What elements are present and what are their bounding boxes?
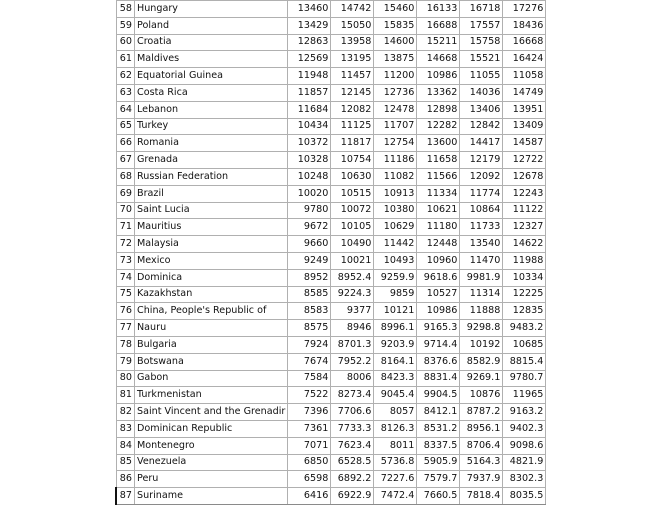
value-cell-5[interactable]: 13406	[460, 101, 503, 118]
table-row	[116, 51, 546, 68]
value-cell-3[interactable]: 11186	[374, 152, 417, 169]
value-cell-5[interactable]: 11055	[460, 68, 503, 85]
rank-cell[interactable]: 59	[116, 17, 135, 34]
value-cell-1[interactable]: 8585	[288, 286, 331, 303]
rank-cell[interactable]: 73	[116, 252, 135, 269]
value-cell-5[interactable]: 12842	[460, 118, 503, 135]
value-cell-5[interactable]: 10192	[460, 336, 503, 353]
country-cell[interactable]: Venezuela	[135, 454, 288, 471]
value-cell-1[interactable]: 7674	[288, 353, 331, 370]
value-cell-2[interactable]: 13195	[331, 51, 374, 68]
table-row	[116, 135, 546, 152]
value-cell-2[interactable]: 15050	[331, 17, 374, 34]
value-cell-1[interactable]: 8952	[288, 269, 331, 286]
value-cell-4[interactable]: 11180	[417, 219, 460, 236]
table-row	[116, 471, 546, 488]
country-cell[interactable]: Botswana	[135, 353, 288, 370]
value-cell-5[interactable]: 8706.4	[460, 437, 503, 454]
value-cell-4[interactable]: 12448	[417, 236, 460, 253]
table-row	[116, 320, 546, 337]
value-cell-1[interactable]: 10248	[288, 168, 331, 185]
value-cell-4[interactable]: 16133	[417, 1, 460, 18]
value-cell-3[interactable]: 8126.3	[374, 420, 417, 437]
value-cell-3[interactable]: 10121	[374, 303, 417, 320]
value-cell-1[interactable]: 7361	[288, 420, 331, 437]
table-row	[116, 353, 546, 370]
country-cell[interactable]: Peru	[135, 471, 288, 488]
country-cell[interactable]: Equatorial Guinea	[135, 68, 288, 85]
value-cell-6[interactable]: 13951	[503, 101, 546, 118]
value-cell-2[interactable]: 12145	[331, 84, 374, 101]
value-cell-6[interactable]: 14622	[503, 236, 546, 253]
value-cell-1[interactable]: 8575	[288, 320, 331, 337]
value-cell-1[interactable]: 11948	[288, 68, 331, 85]
rank-cell[interactable]: 58	[116, 1, 135, 18]
value-cell-3[interactable]: 8011	[374, 437, 417, 454]
value-cell-5[interactable]: 12179	[460, 152, 503, 169]
value-cell-4[interactable]: 10986	[417, 68, 460, 85]
value-cell-6[interactable]: 14749	[503, 84, 546, 101]
value-cell-1[interactable]: 10020	[288, 185, 331, 202]
table-row	[116, 168, 546, 185]
value-cell-2[interactable]: 8006	[331, 370, 374, 387]
country-cell[interactable]: Malaysia	[135, 236, 288, 253]
table-row	[116, 336, 546, 353]
value-cell-1[interactable]: 13460	[288, 1, 331, 18]
value-cell-3[interactable]: 12478	[374, 101, 417, 118]
value-cell-4[interactable]: 11658	[417, 152, 460, 169]
value-cell-2[interactable]: 11125	[331, 118, 374, 135]
table-row	[116, 84, 546, 101]
rank-cell[interactable]: 86	[116, 471, 135, 488]
value-cell-4[interactable]: 10527	[417, 286, 460, 303]
value-cell-6[interactable]: 14587	[503, 135, 546, 152]
value-cell-1[interactable]: 6416	[288, 488, 331, 505]
value-cell-2[interactable]: 8952.4	[331, 269, 374, 286]
value-cell-3[interactable]: 9045.4	[374, 387, 417, 404]
country-cell[interactable]: Dominica	[135, 269, 288, 286]
value-cell-4[interactable]: 16688	[417, 17, 460, 34]
value-cell-1[interactable]: 7924	[288, 336, 331, 353]
country-cell[interactable]: Maldives	[135, 51, 288, 68]
value-cell-6[interactable]: 8035.5	[503, 488, 546, 505]
value-cell-4[interactable]: 7579.7	[417, 471, 460, 488]
rank-cell[interactable]: 75	[116, 286, 135, 303]
value-cell-1[interactable]: 11684	[288, 101, 331, 118]
value-cell-5[interactable]: 16718	[460, 1, 503, 18]
value-cell-1[interactable]: 7071	[288, 437, 331, 454]
value-cell-4[interactable]: 9714.4	[417, 336, 460, 353]
value-cell-2[interactable]: 7706.6	[331, 404, 374, 421]
value-cell-2[interactable]: 10021	[331, 252, 374, 269]
value-cell-5[interactable]: 9298.8	[460, 320, 503, 337]
value-cell-6[interactable]: 11988	[503, 252, 546, 269]
value-cell-3[interactable]: 15460	[374, 1, 417, 18]
country-cell[interactable]: Montenegro	[135, 437, 288, 454]
value-cell-5[interactable]: 17557	[460, 17, 503, 34]
value-cell-5[interactable]: 10876	[460, 387, 503, 404]
value-cell-2[interactable]: 10515	[331, 185, 374, 202]
value-cell-5[interactable]: 11314	[460, 286, 503, 303]
rank-cell[interactable]: 85	[116, 454, 135, 471]
value-cell-5[interactable]: 10864	[460, 202, 503, 219]
table-row	[116, 454, 546, 471]
country-cell[interactable]: Poland	[135, 17, 288, 34]
rank-cell[interactable]: 77	[116, 320, 135, 337]
country-cell[interactable]: Saint Vincent and the Grenadir	[135, 404, 288, 421]
value-cell-4[interactable]: 11566	[417, 168, 460, 185]
value-cell-6[interactable]: 4821.9	[503, 454, 546, 471]
value-cell-1[interactable]: 12863	[288, 34, 331, 51]
value-cell-6[interactable]: 10685	[503, 336, 546, 353]
value-cell-6[interactable]: 13409	[503, 118, 546, 135]
value-cell-1[interactable]: 10372	[288, 135, 331, 152]
country-cell[interactable]: Turkey	[135, 118, 288, 135]
rank-cell[interactable]: 87	[116, 488, 135, 505]
value-cell-6[interactable]: 8815.4	[503, 353, 546, 370]
rank-cell[interactable]: 81	[116, 387, 135, 404]
rank-cell[interactable]: 63	[116, 84, 135, 101]
country-cell[interactable]: Mexico	[135, 252, 288, 269]
value-cell-2[interactable]: 9377	[331, 303, 374, 320]
value-cell-5[interactable]: 11470	[460, 252, 503, 269]
value-cell-6[interactable]: 16668	[503, 34, 546, 51]
value-cell-2[interactable]: 6892.2	[331, 471, 374, 488]
rank-cell[interactable]: 70	[116, 202, 135, 219]
value-cell-1[interactable]: 8583	[288, 303, 331, 320]
spreadsheet-body	[116, 1, 546, 505]
value-cell-2[interactable]: 11457	[331, 68, 374, 85]
table-row	[116, 269, 546, 286]
value-cell-1[interactable]: 11857	[288, 84, 331, 101]
value-cell-5[interactable]: 7937.9	[460, 471, 503, 488]
rank-cell[interactable]: 80	[116, 370, 135, 387]
table-row	[116, 387, 546, 404]
country-cell[interactable]: Brazil	[135, 185, 288, 202]
value-cell-1[interactable]: 7522	[288, 387, 331, 404]
value-cell-2[interactable]: 10490	[331, 236, 374, 253]
rank-cell[interactable]: 79	[116, 353, 135, 370]
value-cell-1[interactable]: 9660	[288, 236, 331, 253]
value-cell-2[interactable]: 11817	[331, 135, 374, 152]
value-cell-4[interactable]: 9618.6	[417, 269, 460, 286]
table-row	[116, 488, 546, 505]
value-cell-2[interactable]: 14742	[331, 1, 374, 18]
value-cell-1[interactable]: 9672	[288, 219, 331, 236]
country-cell[interactable]: Grenada	[135, 152, 288, 169]
table-row	[116, 286, 546, 303]
value-cell-3[interactable]: 7227.6	[374, 471, 417, 488]
value-cell-6[interactable]: 9402.3	[503, 420, 546, 437]
value-cell-1[interactable]: 9249	[288, 252, 331, 269]
table-row	[116, 370, 546, 387]
value-cell-5[interactable]: 15758	[460, 34, 503, 51]
value-cell-6[interactable]: 12243	[503, 185, 546, 202]
value-cell-4[interactable]: 11334	[417, 185, 460, 202]
value-cell-2[interactable]: 13958	[331, 34, 374, 51]
table-row	[116, 303, 546, 320]
value-cell-3[interactable]: 14600	[374, 34, 417, 51]
value-cell-4[interactable]: 5905.9	[417, 454, 460, 471]
country-cell[interactable]: Croatia	[135, 34, 288, 51]
value-cell-6[interactable]: 12225	[503, 286, 546, 303]
value-cell-1[interactable]: 7584	[288, 370, 331, 387]
value-cell-6[interactable]: 9098.6	[503, 437, 546, 454]
table-row	[116, 236, 546, 253]
rank-cell[interactable]: 67	[116, 152, 135, 169]
value-cell-2[interactable]: 6922.9	[331, 488, 374, 505]
value-cell-6[interactable]: 12722	[503, 152, 546, 169]
country-cell[interactable]: Dominican Republic	[135, 420, 288, 437]
rank-cell[interactable]: 61	[116, 51, 135, 68]
country-cell[interactable]: China, People's Republic of	[135, 303, 288, 320]
value-cell-6[interactable]: 12835	[503, 303, 546, 320]
value-cell-4[interactable]: 10960	[417, 252, 460, 269]
value-cell-2[interactable]: 12082	[331, 101, 374, 118]
rank-cell[interactable]: 71	[116, 219, 135, 236]
rank-cell[interactable]: 68	[116, 168, 135, 185]
value-cell-4[interactable]: 8376.6	[417, 353, 460, 370]
value-cell-5[interactable]: 9981.9	[460, 269, 503, 286]
value-cell-2[interactable]: 8273.4	[331, 387, 374, 404]
spreadsheet-table	[115, 0, 546, 505]
table-row	[116, 118, 546, 135]
rank-cell[interactable]: 69	[116, 185, 135, 202]
value-cell-6[interactable]: 8302.3	[503, 471, 546, 488]
value-cell-3[interactable]: 10380	[374, 202, 417, 219]
value-cell-5[interactable]: 12092	[460, 168, 503, 185]
rank-cell[interactable]: 60	[116, 34, 135, 51]
value-cell-2[interactable]: 10630	[331, 168, 374, 185]
value-cell-6[interactable]: 11122	[503, 202, 546, 219]
value-cell-2[interactable]: 8701.3	[331, 336, 374, 353]
country-cell[interactable]: Saint Lucia	[135, 202, 288, 219]
value-cell-3[interactable]: 5736.8	[374, 454, 417, 471]
value-cell-5[interactable]: 15521	[460, 51, 503, 68]
value-cell-4[interactable]: 12282	[417, 118, 460, 135]
table-row	[116, 252, 546, 269]
table-row	[116, 152, 546, 169]
value-cell-3[interactable]: 10629	[374, 219, 417, 236]
value-cell-5[interactable]: 14036	[460, 84, 503, 101]
value-cell-6[interactable]: 9483.2	[503, 320, 546, 337]
value-cell-5[interactable]: 14417	[460, 135, 503, 152]
value-cell-5[interactable]: 11774	[460, 185, 503, 202]
value-cell-4[interactable]: 10621	[417, 202, 460, 219]
value-cell-4[interactable]: 15211	[417, 34, 460, 51]
country-cell[interactable]: Romania	[135, 135, 288, 152]
value-cell-2[interactable]: 7733.3	[331, 420, 374, 437]
rank-cell[interactable]: 74	[116, 269, 135, 286]
value-cell-1[interactable]: 10434	[288, 118, 331, 135]
value-cell-6[interactable]: 9163.2	[503, 404, 546, 421]
rank-cell[interactable]: 83	[116, 420, 135, 437]
country-cell[interactable]: Bulgaria	[135, 336, 288, 353]
value-cell-3[interactable]: 10493	[374, 252, 417, 269]
value-cell-5[interactable]: 9269.1	[460, 370, 503, 387]
value-cell-6[interactable]: 9780.7	[503, 370, 546, 387]
rank-cell[interactable]: 65	[116, 118, 135, 135]
value-cell-4[interactable]: 14668	[417, 51, 460, 68]
value-cell-6[interactable]: 11058	[503, 68, 546, 85]
country-cell[interactable]: Mauritius	[135, 219, 288, 236]
value-cell-3[interactable]: 11082	[374, 168, 417, 185]
value-cell-4[interactable]: 13600	[417, 135, 460, 152]
value-cell-5[interactable]: 7818.4	[460, 488, 503, 505]
value-cell-1[interactable]: 6598	[288, 471, 331, 488]
value-cell-1[interactable]: 13429	[288, 17, 331, 34]
table-row	[116, 219, 546, 236]
rank-cell[interactable]: 66	[116, 135, 135, 152]
country-cell[interactable]: Turkmenistan	[135, 387, 288, 404]
value-cell-5[interactable]: 5164.3	[460, 454, 503, 471]
value-cell-4[interactable]: 8412.1	[417, 404, 460, 421]
country-cell[interactable]: Costa Rica	[135, 84, 288, 101]
value-cell-3[interactable]: 8164.1	[374, 353, 417, 370]
rank-cell[interactable]: 78	[116, 336, 135, 353]
value-cell-6[interactable]: 12678	[503, 168, 546, 185]
country-cell[interactable]: Kazakhstan	[135, 286, 288, 303]
table-row	[116, 1, 546, 18]
rank-cell[interactable]: 84	[116, 437, 135, 454]
value-cell-6[interactable]: 11965	[503, 387, 546, 404]
rank-cell[interactable]: 62	[116, 68, 135, 85]
value-cell-2[interactable]: 8946	[331, 320, 374, 337]
table-row	[116, 34, 546, 51]
value-cell-4[interactable]: 8337.5	[417, 437, 460, 454]
value-cell-5[interactable]: 13540	[460, 236, 503, 253]
country-cell[interactable]: Hungary	[135, 1, 288, 18]
value-cell-4[interactable]: 8531.2	[417, 420, 460, 437]
rank-cell[interactable]: 76	[116, 303, 135, 320]
value-cell-5[interactable]: 8582.9	[460, 353, 503, 370]
table-row	[116, 202, 546, 219]
table-row	[116, 101, 546, 118]
value-cell-3[interactable]: 8423.3	[374, 370, 417, 387]
value-cell-1[interactable]: 12569	[288, 51, 331, 68]
table-row	[116, 404, 546, 421]
value-cell-3[interactable]: 15835	[374, 17, 417, 34]
value-cell-2[interactable]: 9224.3	[331, 286, 374, 303]
rank-cell[interactable]: 82	[116, 404, 135, 421]
table-row	[116, 420, 546, 437]
country-cell[interactable]: Russian Federation	[135, 168, 288, 185]
value-cell-6[interactable]: 18436	[503, 17, 546, 34]
value-cell-2[interactable]: 10754	[331, 152, 374, 169]
value-cell-6[interactable]: 16424	[503, 51, 546, 68]
value-cell-3[interactable]: 9859	[374, 286, 417, 303]
value-cell-3[interactable]: 7472.4	[374, 488, 417, 505]
value-cell-3[interactable]: 8996.1	[374, 320, 417, 337]
table-row	[116, 185, 546, 202]
value-cell-3[interactable]: 9203.9	[374, 336, 417, 353]
value-cell-4[interactable]: 7660.5	[417, 488, 460, 505]
rank-cell[interactable]: 64	[116, 101, 135, 118]
value-cell-4[interactable]: 13362	[417, 84, 460, 101]
value-cell-1[interactable]: 7396	[288, 404, 331, 421]
table-row	[116, 68, 546, 85]
country-cell[interactable]: Nauru	[135, 320, 288, 337]
value-cell-2[interactable]: 7623.4	[331, 437, 374, 454]
value-cell-2[interactable]: 7952.2	[331, 353, 374, 370]
table-row	[116, 17, 546, 34]
value-cell-4[interactable]: 9165.3	[417, 320, 460, 337]
table-row	[116, 437, 546, 454]
value-cell-3[interactable]: 8057	[374, 404, 417, 421]
value-cell-6[interactable]: 17276	[503, 1, 546, 18]
value-cell-3[interactable]: 13875	[374, 51, 417, 68]
value-cell-5[interactable]: 11888	[460, 303, 503, 320]
value-cell-3[interactable]: 11707	[374, 118, 417, 135]
value-cell-4[interactable]: 9904.5	[417, 387, 460, 404]
value-cell-3[interactable]: 11200	[374, 68, 417, 85]
value-cell-4[interactable]: 8831.4	[417, 370, 460, 387]
value-cell-2[interactable]: 10105	[331, 219, 374, 236]
value-cell-3[interactable]: 11442	[374, 236, 417, 253]
value-cell-2[interactable]: 10072	[331, 202, 374, 219]
value-cell-6[interactable]: 10334	[503, 269, 546, 286]
value-cell-3[interactable]: 10913	[374, 185, 417, 202]
value-cell-4[interactable]: 12898	[417, 101, 460, 118]
value-cell-1[interactable]: 9780	[288, 202, 331, 219]
rank-cell[interactable]: 72	[116, 236, 135, 253]
country-cell[interactable]: Suriname	[135, 488, 288, 505]
value-cell-5[interactable]: 8787.2	[460, 404, 503, 421]
value-cell-3[interactable]: 12736	[374, 84, 417, 101]
value-cell-6[interactable]: 12327	[503, 219, 546, 236]
value-cell-5[interactable]: 11733	[460, 219, 503, 236]
value-cell-5[interactable]: 8956.1	[460, 420, 503, 437]
country-cell[interactable]: Gabon	[135, 370, 288, 387]
value-cell-1[interactable]: 10328	[288, 152, 331, 169]
value-cell-3[interactable]: 12754	[374, 135, 417, 152]
country-cell[interactable]: Lebanon	[135, 101, 288, 118]
value-cell-3[interactable]: 9259.9	[374, 269, 417, 286]
value-cell-2[interactable]: 6528.5	[331, 454, 374, 471]
value-cell-1[interactable]: 6850	[288, 454, 331, 471]
value-cell-4[interactable]: 10986	[417, 303, 460, 320]
